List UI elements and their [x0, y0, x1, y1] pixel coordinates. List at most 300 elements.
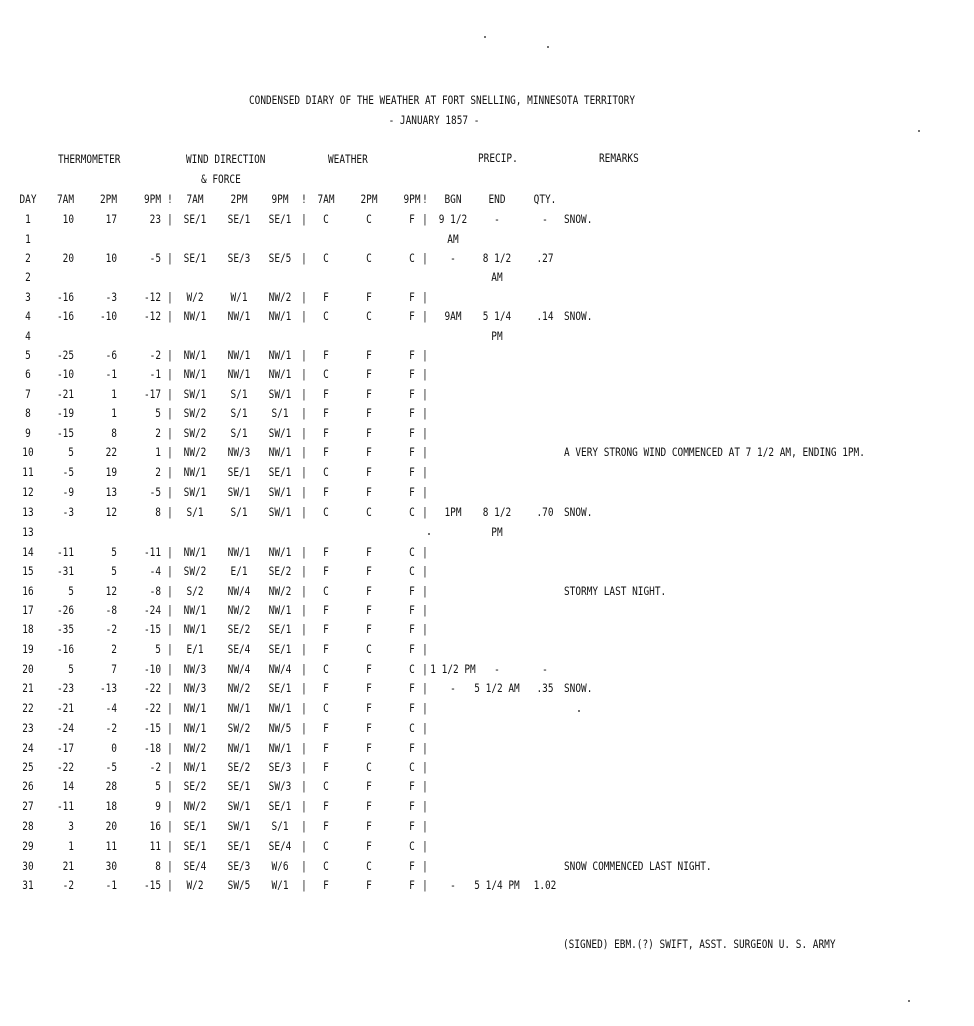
cell-t2: 5: [111, 545, 117, 559]
column-divider: |: [167, 564, 173, 578]
cell-day: 4: [25, 329, 31, 343]
cell-x7: F: [323, 426, 329, 440]
cell-end: 5 1/4 PM: [474, 878, 520, 892]
column-divider: |: [301, 426, 307, 440]
cell-x9: F: [409, 701, 415, 715]
cell-day: 23: [22, 721, 34, 735]
cell-day: 18: [22, 622, 34, 636]
cell-day: 31: [22, 878, 34, 892]
cell-t9: -8: [149, 584, 161, 598]
cell-x9: F: [409, 622, 415, 636]
cell-t9: -12: [143, 309, 161, 323]
cell-w7: S/1: [186, 505, 204, 519]
column-divider: |: [167, 741, 173, 755]
column-divider: |: [301, 878, 307, 892]
cell-t2: -2: [105, 721, 117, 735]
cell-t9: 23: [149, 212, 161, 226]
cell-t2: 12: [105, 505, 117, 519]
column-divider: |: [301, 622, 307, 636]
cell-x2: F: [366, 741, 372, 755]
cell-t7: -5: [62, 465, 74, 479]
cell-day: 1: [25, 232, 31, 246]
column-divider: |: [167, 839, 173, 853]
cell-w2: SE/3: [227, 251, 251, 265]
cell-rem: STORMY LAST NIGHT.: [564, 584, 667, 598]
cell-t9: -17: [143, 387, 161, 401]
column-divider: |: [167, 505, 173, 519]
scan-speck: [547, 46, 549, 48]
column-divider: |: [301, 505, 307, 519]
cell-t7: 14: [62, 779, 74, 793]
cell-t2: 10: [105, 251, 117, 265]
column-divider: |: [422, 505, 428, 519]
cell-t9: -12: [143, 290, 161, 304]
column-divider: |: [422, 741, 428, 755]
cell-w7: NW/2: [183, 445, 207, 459]
column-divider: |: [422, 426, 428, 440]
cell-x7: F: [323, 878, 329, 892]
cell-w7: SW/2: [183, 564, 207, 578]
cell-x2: F: [366, 799, 372, 813]
column-divider: |: [167, 251, 173, 265]
cell-w7: E/1: [186, 642, 204, 656]
cell-x2: F: [366, 701, 372, 715]
cell-bgn: 1PM: [444, 505, 462, 519]
cell-t7: -9: [62, 485, 74, 499]
column-divider: |: [301, 721, 307, 735]
cell-day: 7: [25, 387, 31, 401]
column-divider: |: [422, 779, 428, 793]
cell-w2: SW/1: [227, 485, 251, 499]
cell-t7: -11: [56, 799, 74, 813]
header-precip: PRECIP.: [478, 151, 518, 165]
cell-w2: S/1: [230, 426, 248, 440]
column-divider: |: [422, 760, 428, 774]
cell-rem: SNOW.: [564, 505, 593, 519]
cell-x7: F: [323, 819, 329, 833]
column-divider: |: [422, 309, 428, 323]
cell-x7: F: [323, 290, 329, 304]
cell-w7: NW/1: [183, 545, 207, 559]
cell-x9: C: [409, 839, 415, 853]
cell-w7: W/2: [186, 290, 204, 304]
column-header-t9: 9PM: [143, 192, 161, 206]
cell-t9: 9: [155, 799, 161, 813]
column-divider: |: [301, 545, 307, 559]
cell-t2: 8: [111, 426, 117, 440]
cell-w7: NW/1: [183, 309, 207, 323]
column-divider: |: [167, 859, 173, 873]
cell-w2: NW/1: [227, 701, 251, 715]
signature-line: (SIGNED) EBM.(?) SWIFT, ASST. SURGEON U. S. ARMY: [563, 937, 836, 951]
cell-x7: F: [323, 721, 329, 735]
cell-t9: -15: [143, 878, 161, 892]
column-divider: |: [422, 387, 428, 401]
cell-x7: C: [323, 839, 329, 853]
cell-day: 22: [22, 701, 34, 715]
cell-t7: -16: [56, 309, 74, 323]
cell-w7: NW/1: [183, 367, 207, 381]
cell-w2: NW/3: [227, 445, 251, 459]
header-weather: WEATHER: [328, 152, 368, 166]
cell-t2: -4: [105, 701, 117, 715]
column-divider: |: [301, 367, 307, 381]
cell-rem: SNOW.: [564, 309, 593, 323]
cell-t9: -5: [149, 485, 161, 499]
column-divider: |: [422, 367, 428, 381]
column-divider: |: [301, 741, 307, 755]
column-divider: |: [167, 779, 173, 793]
column-header-t7: 7AM: [56, 192, 74, 206]
cell-x9: C: [409, 662, 415, 676]
cell-w2: SE/4: [227, 642, 251, 656]
cell-x9: C: [409, 564, 415, 578]
column-divider: |: [167, 348, 173, 362]
cell-x2: F: [366, 839, 372, 853]
cell-t2: 13: [105, 485, 117, 499]
cell-x2: F: [366, 564, 372, 578]
cell-w2: SE/1: [227, 839, 251, 853]
column-divider: |: [167, 367, 173, 381]
column-divider: !: [167, 192, 173, 206]
header-thermometer: THERMOMETER: [58, 152, 121, 166]
cell-t7: -31: [56, 564, 74, 578]
column-divider: |: [422, 878, 428, 892]
cell-x7: C: [323, 701, 329, 715]
cell-day: 10: [22, 445, 34, 459]
cell-w9: SE/2: [268, 564, 292, 578]
cell-day: 5: [25, 348, 31, 362]
cell-w9: NW/2: [268, 290, 292, 304]
cell-x7: F: [323, 406, 329, 420]
cell-day: 11: [22, 465, 34, 479]
header-wind-force: & FORCE: [201, 172, 241, 186]
cell-t2: 28: [105, 779, 117, 793]
cell-w2: SE/2: [227, 622, 251, 636]
column-divider: |: [167, 584, 173, 598]
cell-w9: SW/1: [268, 485, 292, 499]
column-divider: |: [422, 839, 428, 853]
cell-x9: F: [409, 387, 415, 401]
column-divider: |: [301, 290, 307, 304]
cell-t9: -24: [143, 603, 161, 617]
cell-t9: -15: [143, 721, 161, 735]
cell-t7: -22: [56, 760, 74, 774]
cell-x7: C: [323, 367, 329, 381]
column-divider: |: [422, 251, 428, 265]
column-divider: |: [422, 642, 428, 656]
page-title: CONDENSED DIARY OF THE WEATHER AT FORT SNELLING, MINNESOTA TERRITORY: [248, 93, 636, 107]
cell-w9: SE/1: [268, 642, 292, 656]
cell-x2: C: [366, 251, 372, 265]
column-divider: |: [167, 681, 173, 695]
cell-t7: -11: [56, 545, 74, 559]
cell-t7: -21: [56, 387, 74, 401]
cell-x7: C: [323, 212, 329, 226]
cell-w9: NW/2: [268, 584, 292, 598]
cell-t2: -1: [105, 367, 117, 381]
cell-w2: SE/1: [227, 779, 251, 793]
column-divider: |: [301, 251, 307, 265]
cell-w7: NW/1: [183, 721, 207, 735]
column-divider: |: [167, 465, 173, 479]
column-divider: |: [301, 779, 307, 793]
cell-end: 5 1/4: [482, 309, 512, 323]
cell-x2: F: [366, 584, 372, 598]
cell-t7: -15: [56, 426, 74, 440]
cell-x2: F: [366, 622, 372, 636]
cell-w9: SE/1: [268, 799, 292, 813]
cell-w9: NW/1: [268, 445, 292, 459]
cell-w9: SW/3: [268, 779, 292, 793]
cell-day: 21: [22, 681, 34, 695]
cell-x7: F: [323, 681, 329, 695]
cell-day: 6: [25, 367, 31, 381]
cell-t2: 20: [105, 819, 117, 833]
cell-w2: S/1: [230, 406, 248, 420]
column-divider: |: [301, 662, 307, 676]
cell-w7: SW/2: [183, 426, 207, 440]
cell-x9: F: [409, 779, 415, 793]
cell-t9: -18: [143, 741, 161, 755]
column-header-qty: QTY.: [533, 192, 557, 206]
cell-day: 12: [22, 485, 34, 499]
cell-t7: -16: [56, 290, 74, 304]
cell-w9: NW/1: [268, 603, 292, 617]
scan-speck: [908, 1000, 910, 1002]
cell-day: 1: [25, 212, 31, 226]
column-divider: |: [422, 622, 428, 636]
column-divider: |: [422, 465, 428, 479]
column-divider: |: [301, 348, 307, 362]
cell-x2: F: [366, 662, 372, 676]
column-divider: |: [167, 878, 173, 892]
cell-t2: 22: [105, 445, 117, 459]
cell-t9: -2: [149, 760, 161, 774]
cell-day: 19: [22, 642, 34, 656]
cell-w7: NW/1: [183, 603, 207, 617]
cell-x9: C: [409, 505, 415, 519]
cell-end: -: [494, 662, 500, 676]
column-header-w9: 9PM: [271, 192, 289, 206]
cell-t9: -2: [149, 348, 161, 362]
cell-x7: F: [323, 799, 329, 813]
cell-x9: F: [409, 584, 415, 598]
cell-x2: F: [366, 603, 372, 617]
cell-end: 8 1/2: [482, 505, 512, 519]
scan-speck: [578, 710, 580, 712]
cell-t7: 1: [68, 839, 74, 853]
cell-x9: C: [409, 760, 415, 774]
cell-t7: 3: [68, 819, 74, 833]
column-divider: |: [167, 662, 173, 676]
cell-w9: S/1: [271, 819, 289, 833]
cell-w2: NW/1: [227, 309, 251, 323]
cell-t9: -5: [149, 251, 161, 265]
column-divider: |: [301, 859, 307, 873]
cell-x7: F: [323, 387, 329, 401]
column-divider: |: [301, 309, 307, 323]
cell-t9: 5: [155, 779, 161, 793]
cell-qty: .27: [536, 251, 554, 265]
cell-w9: SE/1: [268, 622, 292, 636]
column-divider: |: [422, 799, 428, 813]
cell-w7: SW/1: [183, 387, 207, 401]
column-header-bgn: BGN: [444, 192, 462, 206]
cell-t7: -16: [56, 642, 74, 656]
cell-x9: C: [409, 545, 415, 559]
cell-x9: F: [409, 485, 415, 499]
cell-t9: -15: [143, 622, 161, 636]
cell-x7: C: [323, 662, 329, 676]
cell-t2: 1: [111, 406, 117, 420]
cell-x7: C: [323, 779, 329, 793]
cell-t2: 30: [105, 859, 117, 873]
cell-t7: -23: [56, 681, 74, 695]
cell-day: 24: [22, 741, 34, 755]
cell-w2: NW/1: [227, 545, 251, 559]
cell-end: 8 1/2: [482, 251, 512, 265]
cell-day: 2: [25, 251, 31, 265]
cell-t7: -17: [56, 741, 74, 755]
cell-t2: 7: [111, 662, 117, 676]
cell-t2: -10: [99, 309, 117, 323]
column-divider: |: [422, 290, 428, 304]
column-divider: |: [422, 721, 428, 735]
cell-day: 27: [22, 799, 34, 813]
cell-x2: C: [366, 505, 372, 519]
cell-t9: 2: [155, 426, 161, 440]
cell-x2: F: [366, 445, 372, 459]
cell-x7: F: [323, 760, 329, 774]
column-divider: |: [167, 545, 173, 559]
column-divider: |: [301, 760, 307, 774]
cell-bgn: -: [450, 878, 456, 892]
column-divider: |: [301, 799, 307, 813]
cell-w7: SE/1: [183, 212, 207, 226]
cell-t2: -5: [105, 760, 117, 774]
cell-x2: F: [366, 406, 372, 420]
cell-w2: E/1: [230, 564, 248, 578]
cell-x2: F: [366, 681, 372, 695]
cell-w7: SE/1: [183, 819, 207, 833]
cell-w9: SE/1: [268, 212, 292, 226]
cell-x9: F: [409, 348, 415, 362]
cell-end: 5 1/2 AM: [474, 681, 520, 695]
cell-w7: SE/2: [183, 779, 207, 793]
cell-day: 4: [25, 309, 31, 323]
cell-w2: SE/2: [227, 760, 251, 774]
cell-t2: -6: [105, 348, 117, 362]
column-divider: |: [422, 406, 428, 420]
cell-t7: -2: [62, 878, 74, 892]
cell-day: 16: [22, 584, 34, 598]
cell-w7: SE/1: [183, 251, 207, 265]
cell-t9: -22: [143, 701, 161, 715]
cell-bgn: 9AM: [444, 309, 462, 323]
cell-rem: A VERY STRONG WIND COMMENCED AT 7 1/2 AM, ENDING 1PM.: [564, 445, 865, 459]
cell-w9: NW/1: [268, 309, 292, 323]
cell-bgn: 9 1/2: [438, 212, 468, 226]
cell-bgn: AM: [447, 232, 459, 246]
cell-x9: C: [409, 251, 415, 265]
cell-t9: 16: [149, 819, 161, 833]
cell-t2: 0: [111, 741, 117, 755]
cell-w9: SE/1: [268, 681, 292, 695]
column-divider: |: [301, 642, 307, 656]
cell-x9: F: [409, 799, 415, 813]
cell-day: 14: [22, 545, 34, 559]
cell-x9: F: [409, 603, 415, 617]
cell-t9: -4: [149, 564, 161, 578]
cell-w2: NW/4: [227, 584, 251, 598]
cell-x9: F: [409, 681, 415, 695]
cell-t9: -10: [143, 662, 161, 676]
cell-bgn: 1 1/2 PM: [430, 662, 476, 676]
cell-x9: F: [409, 878, 415, 892]
column-divider: |: [301, 819, 307, 833]
cell-w9: SW/1: [268, 387, 292, 401]
cell-end: PM: [491, 329, 503, 343]
column-divider: |: [301, 681, 307, 695]
column-divider: |: [422, 662, 428, 676]
cell-w9: W/6: [271, 859, 289, 873]
cell-qty: -: [542, 212, 548, 226]
cell-w2: SW/2: [227, 721, 251, 735]
cell-t9: -11: [143, 545, 161, 559]
cell-x9: F: [409, 819, 415, 833]
cell-qty: .14: [536, 309, 554, 323]
cell-w2: NW/2: [227, 681, 251, 695]
cell-x2: F: [366, 426, 372, 440]
cell-w7: NW/2: [183, 741, 207, 755]
cell-t9: 8: [155, 859, 161, 873]
cell-x9: F: [409, 465, 415, 479]
cell-t7: 5: [68, 445, 74, 459]
cell-x2: F: [366, 348, 372, 362]
column-divider: |: [167, 426, 173, 440]
cell-w2: S/1: [230, 387, 248, 401]
cell-qty: -: [542, 662, 548, 676]
cell-w9: NW/5: [268, 721, 292, 735]
column-divider: |: [301, 485, 307, 499]
cell-t7: -3: [62, 505, 74, 519]
cell-w7: NW/1: [183, 465, 207, 479]
cell-end: -: [494, 212, 500, 226]
cell-w7: SE/4: [183, 859, 207, 873]
cell-x9: F: [409, 367, 415, 381]
cell-x7: C: [323, 859, 329, 873]
cell-w2: SE/3: [227, 859, 251, 873]
column-divider: |: [422, 545, 428, 559]
cell-t2: 2: [111, 642, 117, 656]
column-divider: |: [422, 819, 428, 833]
column-divider: |: [422, 584, 428, 598]
cell-t2: 11: [105, 839, 117, 853]
cell-x2: F: [366, 545, 372, 559]
column-divider: |: [301, 465, 307, 479]
cell-rem: SNOW.: [564, 681, 593, 695]
column-divider: |: [167, 819, 173, 833]
cell-x9: F: [409, 426, 415, 440]
cell-t2: 5: [111, 564, 117, 578]
cell-t9: 5: [155, 406, 161, 420]
cell-day: 25: [22, 760, 34, 774]
cell-t9: 2: [155, 465, 161, 479]
cell-w9: NW/1: [268, 701, 292, 715]
cell-t2: 18: [105, 799, 117, 813]
cell-w7: SW/1: [183, 485, 207, 499]
